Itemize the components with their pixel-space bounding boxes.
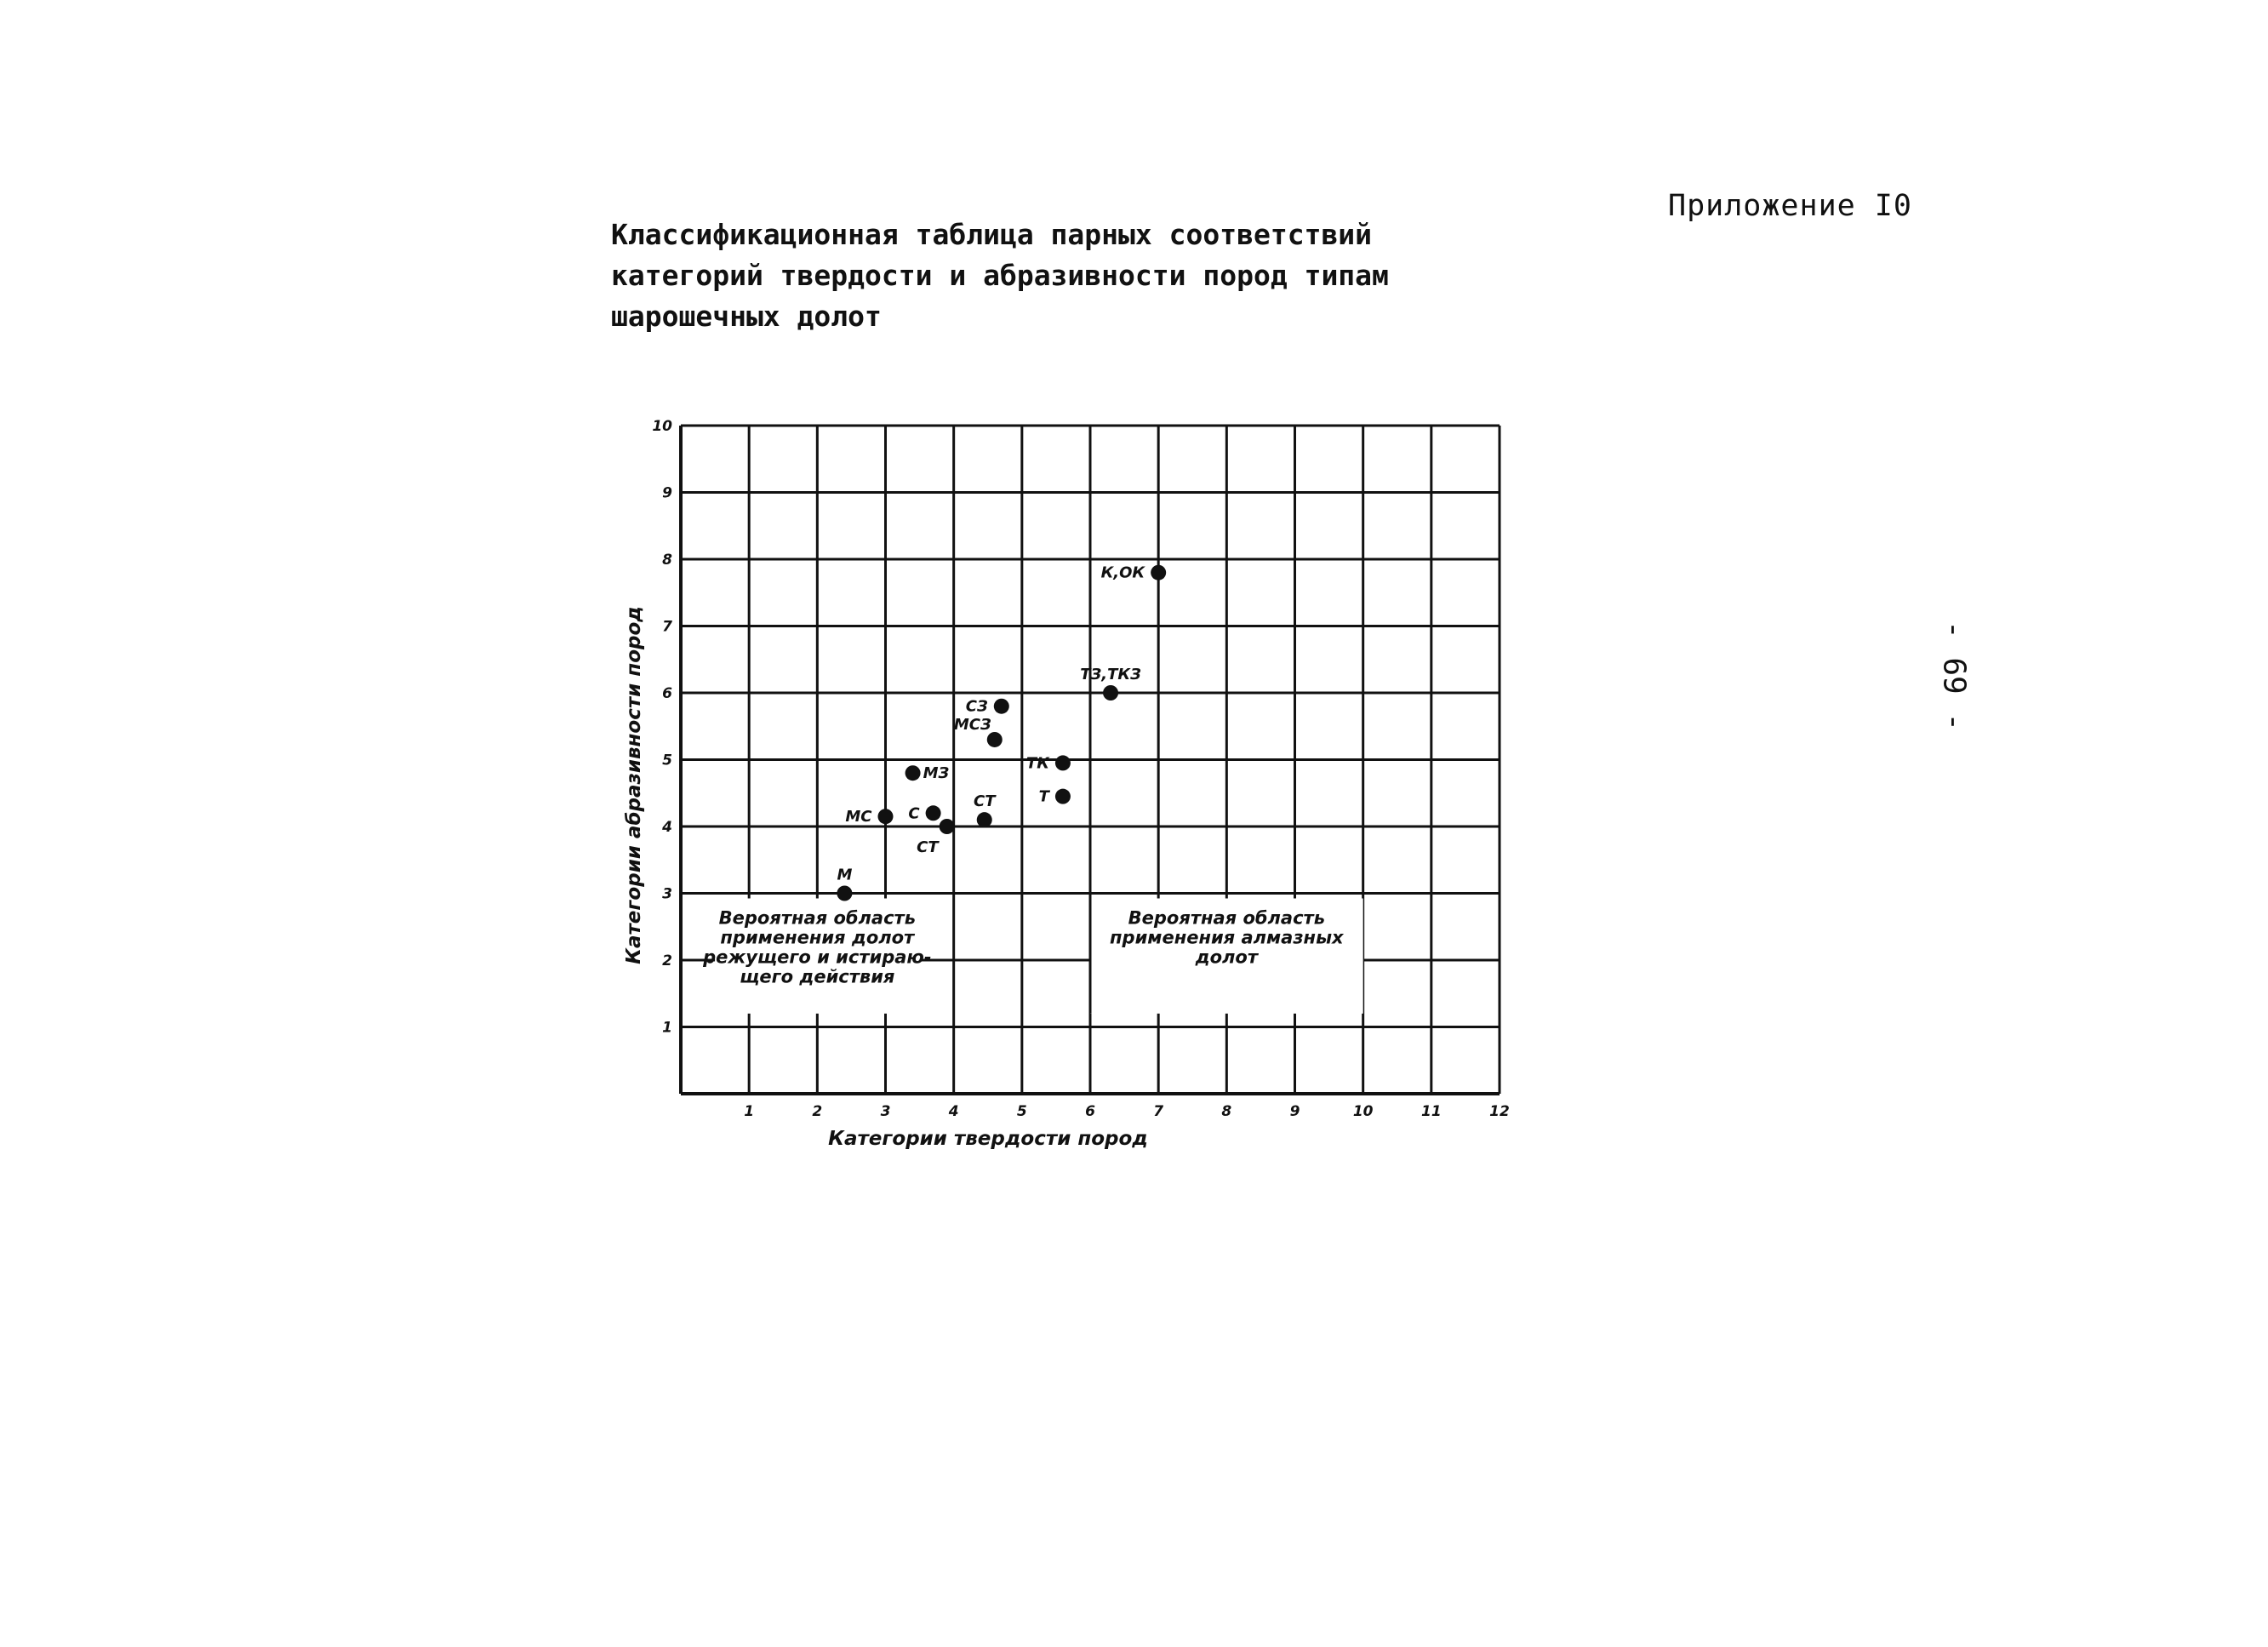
y-tick-label: 3	[662, 885, 672, 903]
x-tick-label: 2	[812, 1103, 823, 1120]
data-point	[940, 819, 955, 834]
page-number: - 69 -	[1936, 620, 1972, 732]
data-point-label: СТ	[973, 792, 996, 811]
x-tick-label: 3	[880, 1103, 891, 1120]
data-point	[987, 732, 1003, 747]
data-point-label: ТЗ,ТКЗ	[1080, 666, 1141, 683]
data-point-label: СТ	[917, 838, 939, 856]
x-tick-label: 4	[948, 1103, 959, 1120]
data-point	[878, 809, 894, 824]
data-point	[1055, 789, 1071, 804]
data-point-label: МСЗ	[953, 715, 991, 734]
data-point	[1103, 685, 1118, 701]
x-tick-label: 1	[744, 1103, 755, 1120]
y-tick-label: 7	[662, 618, 672, 636]
y-tick-label: 6	[662, 685, 672, 702]
data-point	[926, 805, 941, 821]
x-axis-label: Категории твердости пород	[828, 1128, 1148, 1150]
region-text: Вероятная область	[1128, 907, 1326, 929]
data-point-label: Т	[1038, 787, 1049, 806]
data-point-label: МС	[845, 808, 872, 826]
y-axis-label: Категории абразивности пород	[623, 606, 645, 964]
data-point-label: С	[908, 804, 920, 823]
appendix-label: Приложение I0	[1668, 189, 1912, 223]
y-tick-label: 2	[662, 952, 672, 969]
x-tick-label: 5	[1016, 1103, 1027, 1120]
data-point	[994, 699, 1009, 714]
region-text: применения долот	[720, 927, 915, 948]
y-tick-label: 1	[662, 1019, 672, 1037]
data-point	[837, 886, 852, 901]
region-text: применения алмазных	[1110, 927, 1344, 948]
x-tick-label: 8	[1221, 1103, 1232, 1120]
y-tick-label: 4	[662, 819, 672, 836]
title-line: Классификационная таблица парных соответствий	[611, 218, 1373, 251]
x-tick-label: 12	[1489, 1103, 1510, 1120]
x-tick-label: 6	[1085, 1103, 1095, 1120]
y-tick-label: 5	[662, 752, 672, 769]
chart-regions	[702, 899, 1363, 1014]
region-text: Вероятная область	[718, 907, 917, 929]
data-point	[977, 812, 992, 827]
y-tick-label: 8	[662, 552, 672, 569]
title-line: категорий твердости и абразивности пород типам	[611, 259, 1389, 292]
x-tick-label: 11	[1420, 1103, 1442, 1120]
data-point	[905, 765, 921, 781]
region-text: долот	[1195, 946, 1259, 968]
x-tick-label: 7	[1153, 1103, 1164, 1120]
y-tick-label: 9	[662, 484, 672, 502]
data-point	[1055, 755, 1071, 770]
data-point-label: К,ОК	[1100, 563, 1145, 582]
data-point-label: МЗ	[923, 764, 950, 783]
region-text: режущего и истираю-	[703, 946, 932, 968]
title-line: шарошечных долот	[611, 300, 882, 333]
data-point-label: ТК	[1025, 754, 1049, 773]
chart-ticks	[652, 418, 1510, 1120]
x-tick-label: 9	[1289, 1103, 1300, 1120]
data-point-label: М	[837, 866, 853, 884]
x-tick-label: 10	[1352, 1103, 1374, 1120]
data-point	[1151, 565, 1166, 580]
region-text: щего действия	[740, 966, 895, 987]
y-tick-label: 10	[652, 418, 672, 435]
data-point-label: СЗ	[965, 697, 988, 716]
